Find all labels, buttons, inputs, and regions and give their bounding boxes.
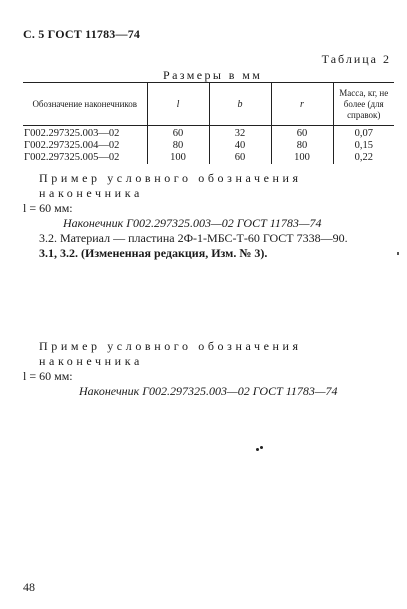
table-cell: 0,15 bbox=[333, 140, 394, 152]
example-length: l = 60 мм: bbox=[23, 201, 73, 215]
table-cell: 100 bbox=[147, 152, 209, 164]
example-designation: Наконечник Г002.297325.003—02 ГОСТ 11783—74 bbox=[63, 216, 322, 230]
table-caption: Размеры в мм bbox=[163, 68, 263, 82]
column-header: Обозначение наконечников bbox=[23, 83, 147, 126]
amendment-note: 3.1, 3.2. (Измененная редакция, Изм. № 3). bbox=[39, 246, 268, 260]
table-cell: 0,07 bbox=[333, 126, 394, 141]
table-cell: 0,22 bbox=[333, 152, 394, 164]
table-row bbox=[23, 152, 394, 164]
scan-mark bbox=[397, 252, 399, 255]
example-designation: Наконечник Г002.297325.003—02 ГОСТ 11783—74 bbox=[79, 384, 338, 398]
dimensions-table bbox=[23, 82, 394, 164]
example-lead: Пример условного обозначения наконечника bbox=[39, 339, 302, 368]
table-cell: 32 bbox=[209, 126, 271, 141]
example-paragraph bbox=[23, 171, 391, 261]
table-cell: 60 bbox=[271, 126, 333, 141]
column-header: r bbox=[271, 83, 333, 126]
table-cell: 60 bbox=[147, 126, 209, 141]
column-header: b bbox=[209, 83, 271, 126]
table-cell: 60 bbox=[209, 152, 271, 164]
clause-3-2: 3.2. Материал — пластина 2Ф-1-МБС-Т-60 ГОСТ 7338—90. bbox=[39, 231, 348, 245]
column-header: Масса, кг, не более (для справок) bbox=[333, 83, 394, 126]
table-number: Таблица 2 bbox=[321, 52, 391, 66]
example-length: l = 60 мм: bbox=[23, 369, 73, 383]
table-row bbox=[23, 140, 394, 152]
table-header-row bbox=[23, 83, 394, 126]
table-cell: 80 bbox=[271, 140, 333, 152]
table-cell: 100 bbox=[271, 152, 333, 164]
table-cell: Г002.297325.003—02 bbox=[24, 128, 120, 139]
example-paragraph bbox=[23, 339, 391, 399]
table-row bbox=[23, 126, 394, 141]
example-lead: Пример условного обозначения наконечника bbox=[39, 171, 302, 200]
table-cell: 80 bbox=[147, 140, 209, 152]
table-cell: 40 bbox=[209, 140, 271, 152]
column-header: l bbox=[147, 83, 209, 126]
scan-dots bbox=[256, 446, 264, 452]
page-header: С. 5 ГОСТ 11783—74 bbox=[23, 27, 141, 41]
table-cell: Г002.297325.005—02 bbox=[24, 152, 120, 163]
page-number: 48 bbox=[23, 580, 35, 594]
table-cell: Г002.297325.004—02 bbox=[24, 140, 120, 151]
